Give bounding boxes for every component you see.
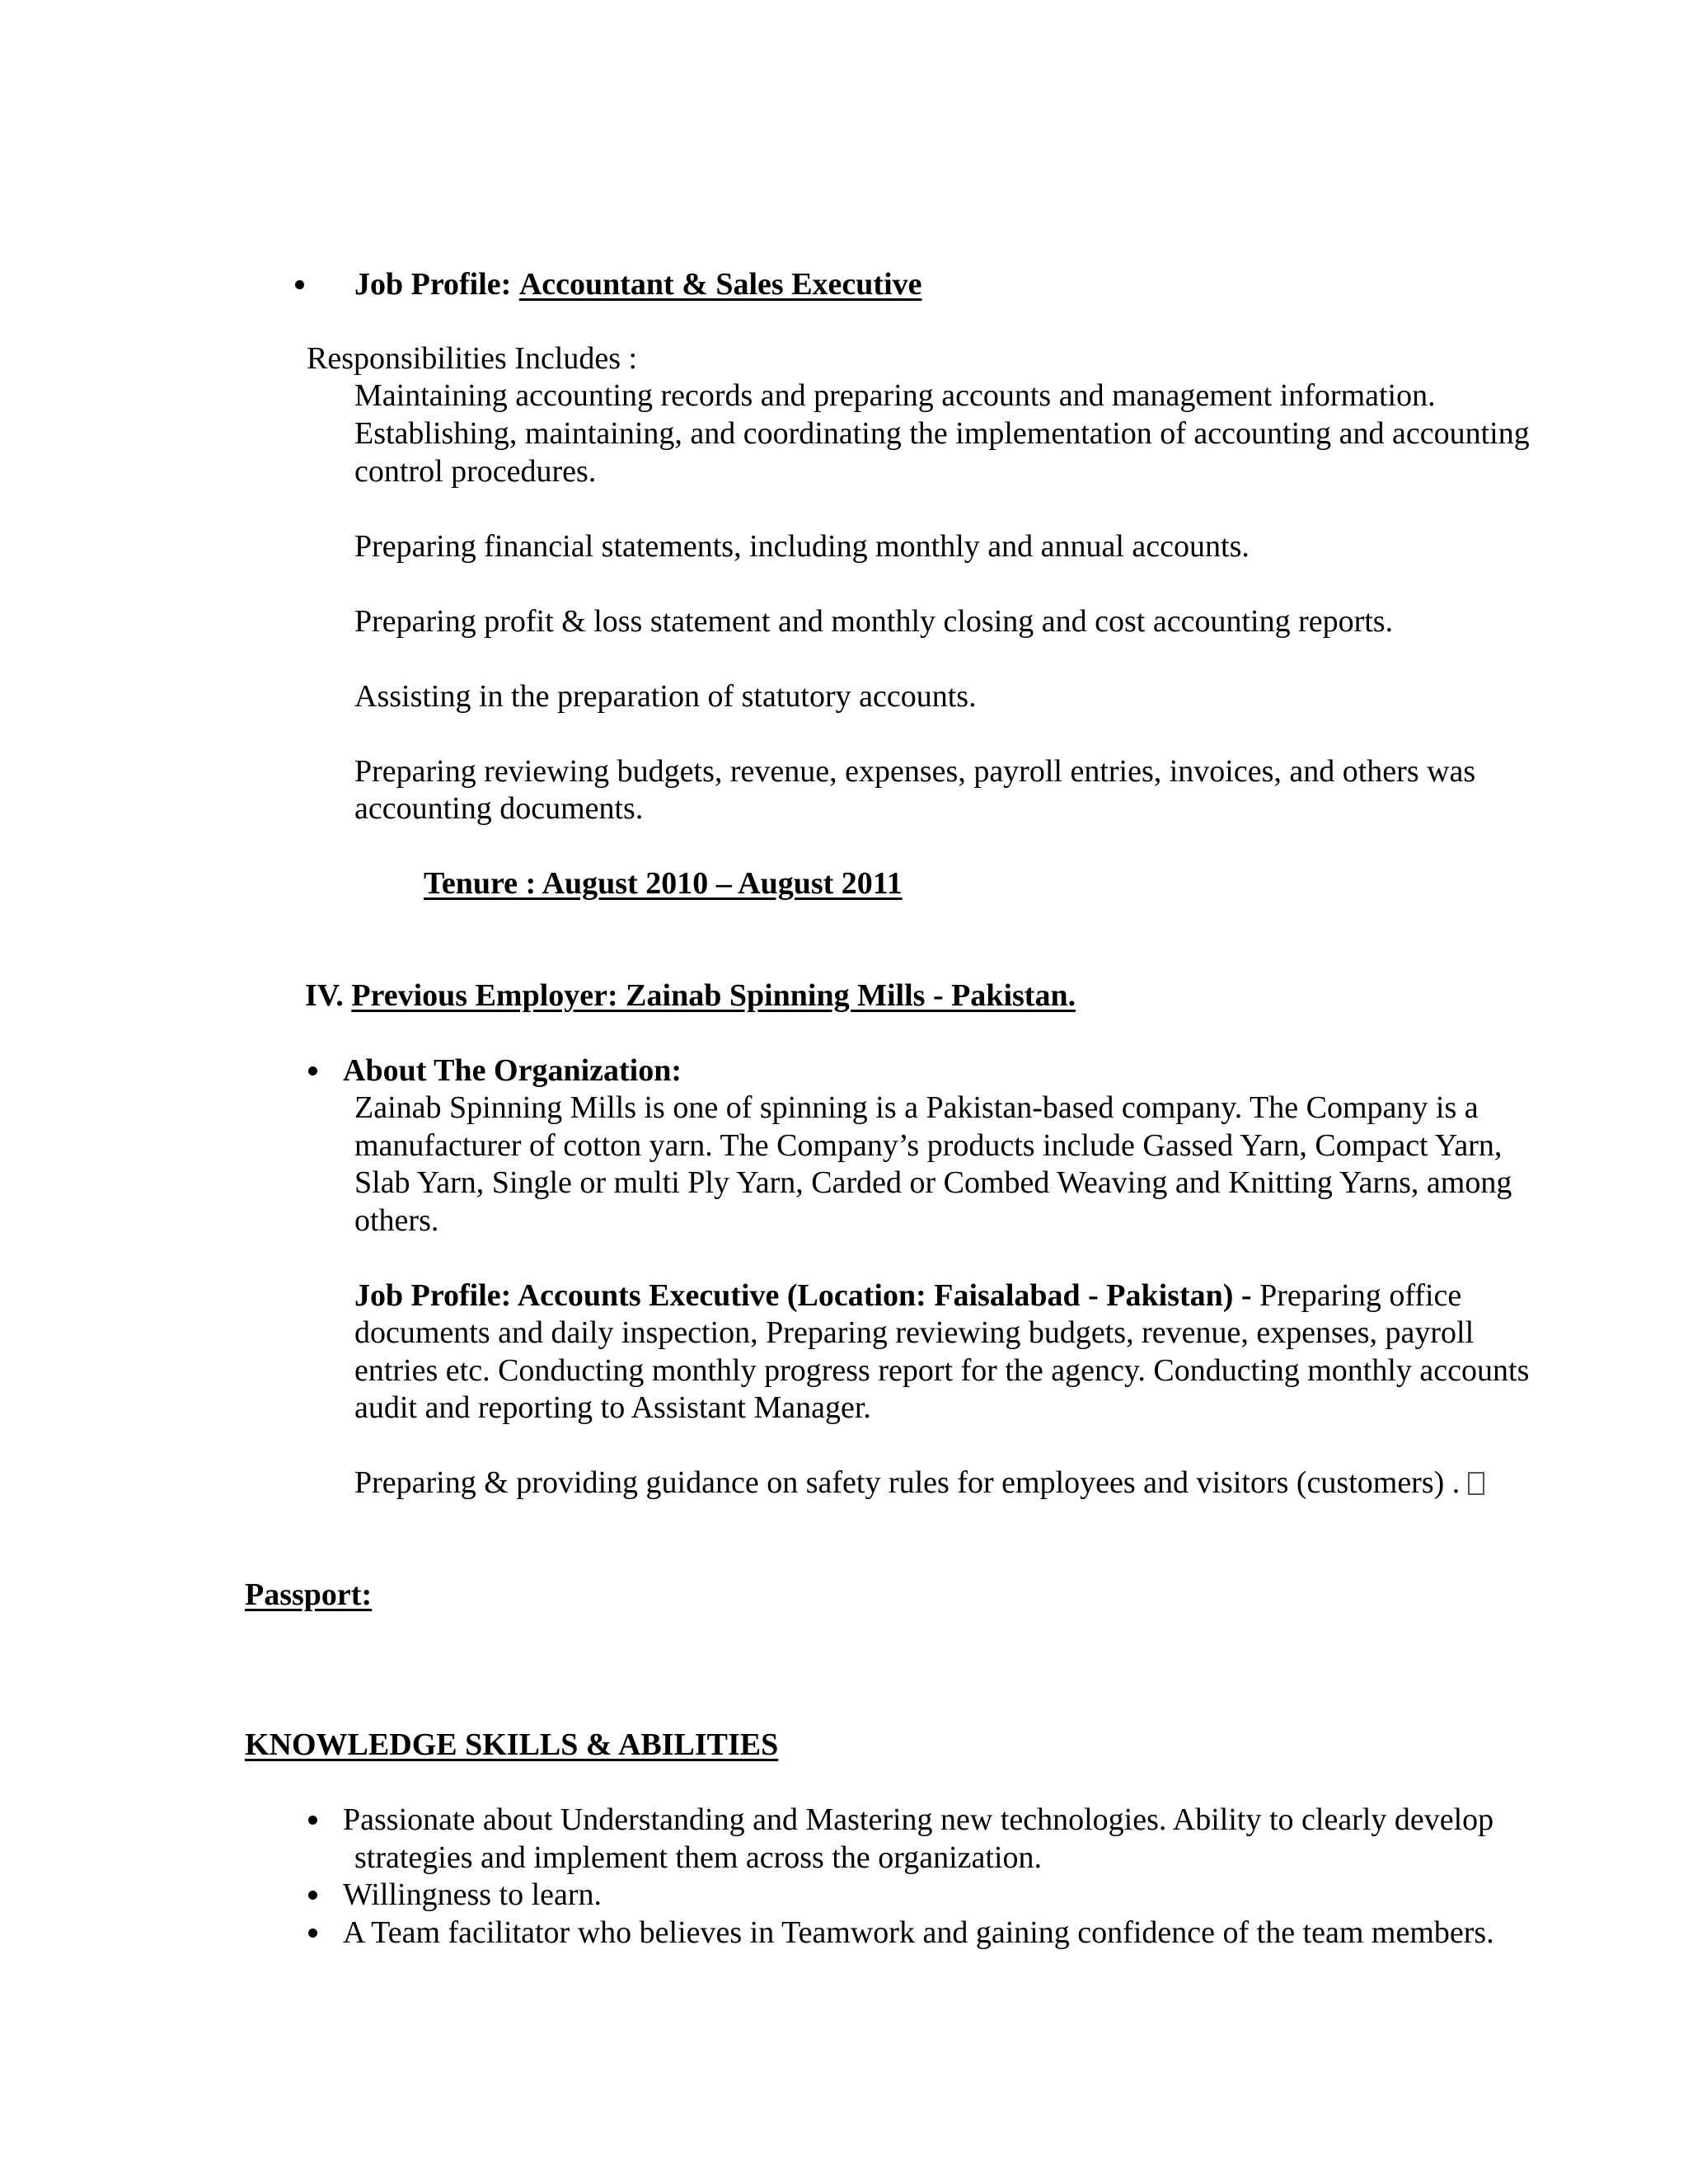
skill-item: Passionate about Understanding and Mastering new technologies. Ability to clearly develop [343, 1802, 1494, 1837]
skills-heading: KNOWLEDGE SKILLS & ABILITIES [245, 1727, 779, 1762]
job-profile-2-title: Job Profile: Accounts Executive (Location: Faisalabad - Pakistan) - [354, 1278, 1252, 1313]
about-heading: About The Organization: [343, 1053, 682, 1088]
job-profile-2-line: audit and reporting to Assistant Manager. [354, 1390, 871, 1425]
skill-item-continuation: strategies and implement them across the organization. [354, 1840, 1042, 1875]
responsibility-line: control procedures. [354, 454, 597, 489]
responsibility-line: Preparing financial statements, including monthly and annual accounts. [354, 529, 1250, 564]
responsibility-line: Preparing profit & loss statement and monthly closing and cost accounting reports. [354, 604, 1394, 639]
job-profile-2-line: entries etc. Conducting monthly progress report for the agency. Conducting monthly accounts [354, 1353, 1530, 1388]
about-line: manufacturer of cotton yarn. The Company’s products include Gassed Yarn, Compact Yarn, [354, 1128, 1503, 1163]
bullet-icon [295, 280, 304, 289]
job-profile-label: Job Profile: [354, 267, 512, 302]
employer-title: Previous Employer: Zainab Spinning Mills - Pakistan. [351, 978, 1076, 1013]
bullet-icon [308, 1816, 317, 1825]
employer-numeral: IV. [305, 978, 344, 1013]
job-profile-2-line [354, 1277, 1461, 1315]
responsibility-line: Establishing, maintaining, and coordinating the implementation of accounting and accounting [354, 416, 1530, 451]
job-profile-2-text: Preparing office [1251, 1278, 1462, 1313]
skill-item: A Team facilitator who believes in Teamwork and gaining confidence of the team members. [343, 1915, 1494, 1950]
job-profile-title: Accountant & Sales Executive [518, 267, 922, 302]
about-line: Slab Yarn, Single or multi Ply Yarn, Carded or Combed Weaving and Knitting Yarns, among [354, 1165, 1512, 1200]
safety-text: Preparing & providing guidance on safety rules for employees and visitors (customers) . [354, 1465, 1461, 1500]
about-line: Zainab Spinning Mills is one of spinning is a Pakistan-based company. The Company is a [354, 1090, 1479, 1125]
safety-line [354, 1464, 1484, 1502]
about-line: others. [354, 1203, 439, 1238]
responsibility-line: Preparing reviewing budgets, revenue, expenses, payroll entries, invoices, and others was [354, 754, 1476, 789]
missing-glyph-icon [1468, 1472, 1484, 1495]
responsibility-line: accounting documents. [354, 791, 644, 826]
job-profile-line [354, 265, 922, 303]
job-profile-2-line: documents and daily inspection, Preparing reviewing budgets, revenue, expenses, payroll [354, 1315, 1475, 1350]
skill-item: Willingness to learn. [343, 1877, 603, 1912]
bullet-icon [308, 1066, 317, 1076]
tenure: Tenure : August 2010 – August 2011 [424, 866, 903, 901]
bullet-icon [308, 1891, 317, 1900]
employer-heading [305, 977, 1076, 1015]
responsibility-line: Maintaining accounting records and preparing accounts and management information. [354, 378, 1436, 413]
bullet-icon [308, 1929, 317, 1938]
passport-heading: Passport: [245, 1577, 373, 1612]
responsibilities-heading: Responsibilities Includes : [307, 341, 638, 376]
responsibility-line: Assisting in the preparation of statutory accounts. [354, 679, 977, 714]
